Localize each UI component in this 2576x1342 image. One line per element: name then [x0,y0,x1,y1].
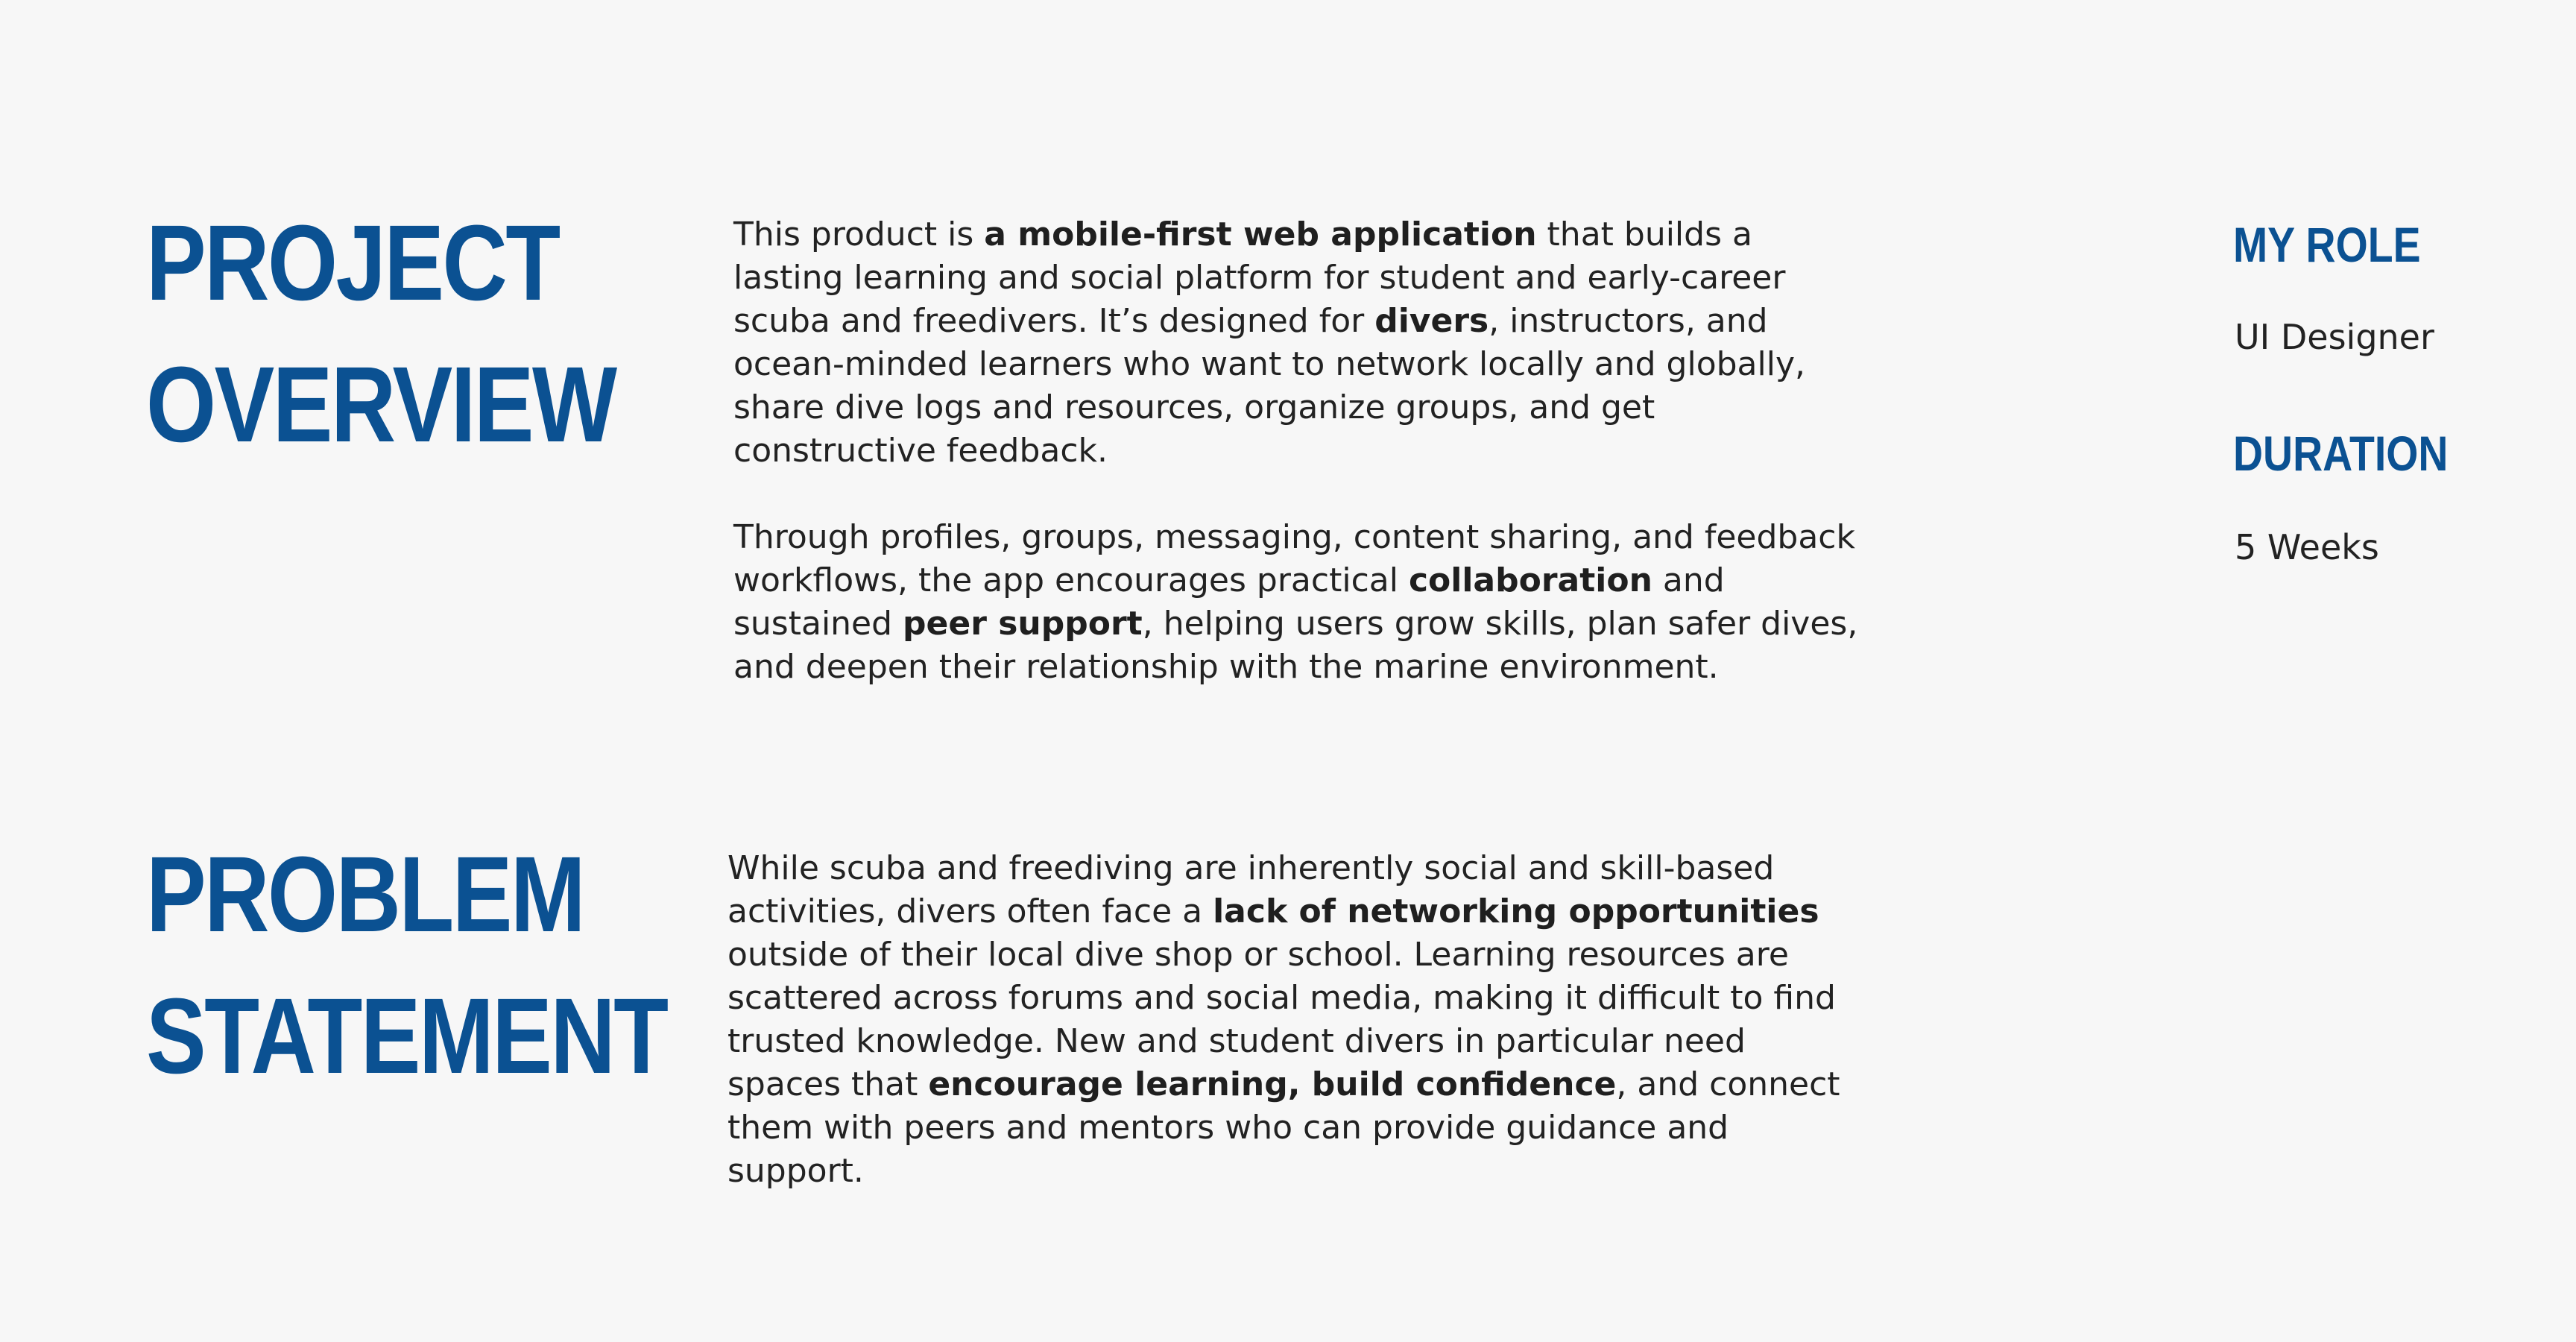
body-text: This product is [733,215,985,253]
duration-label: DURATION [2233,426,2449,481]
heading-line: OVERVIEW [146,344,616,464]
body-text: that builds a lasting learning and social platform for student and early-career scuba and freedivers. It’s designed for [733,215,1786,340]
emphasis-text: peer support [903,605,1143,643]
problem-statement-heading [146,824,667,1107]
body-text: and sustained [733,561,1725,643]
overview-paragraph [733,516,1866,689]
duration-value: 5 Weeks [2235,527,2379,567]
overview-paragraph [733,213,1866,473]
body-text: Through profiles, groups, messaging, content sharing, and feedback workflows, the app encourages practical [733,518,1855,599]
body-text: , helping users grow skills, plan safer dives, and deepen their relationship with the marine environment. [733,605,1858,686]
problem-paragraph [727,847,1860,1193]
heading-line: PROJECT [146,203,559,323]
body-text: , and connect them with peers and mentors who can provide guidance and support. [727,1065,1840,1190]
heading-line: STATEMENT [146,976,667,1096]
emphasis-text: lack of networking opportunities [1213,892,1819,930]
my-role-value: UI Designer [2235,317,2434,357]
body-text: , instructors, and ocean-minded learners who want to network locally and globally, share dive logs and resources, organize groups, and get constructive feedback. [733,302,1805,470]
heading-line: PROBLEM [146,834,584,954]
body-text: While scuba and freediving are inherently social and skill-based activities, divers often face a [727,849,1775,930]
emphasis-text: divers [1374,302,1489,340]
emphasis-text: collaboration [1408,561,1652,599]
body-text: outside of their local dive shop or school. Learning resources are scattered across forums and social media, making it difficult to find trusted knowledge. New and student divers in particular need spaces that [727,936,1836,1103]
project-overview-heading [146,192,616,476]
emphasis-text: a mobile-first web application [984,215,1537,253]
emphasis-text: encourage learning, build confidence [928,1065,1617,1103]
problem-statement-body [727,847,1860,1193]
my-role-label: MY ROLE [2233,217,2421,272]
project-overview-body [733,213,1866,689]
